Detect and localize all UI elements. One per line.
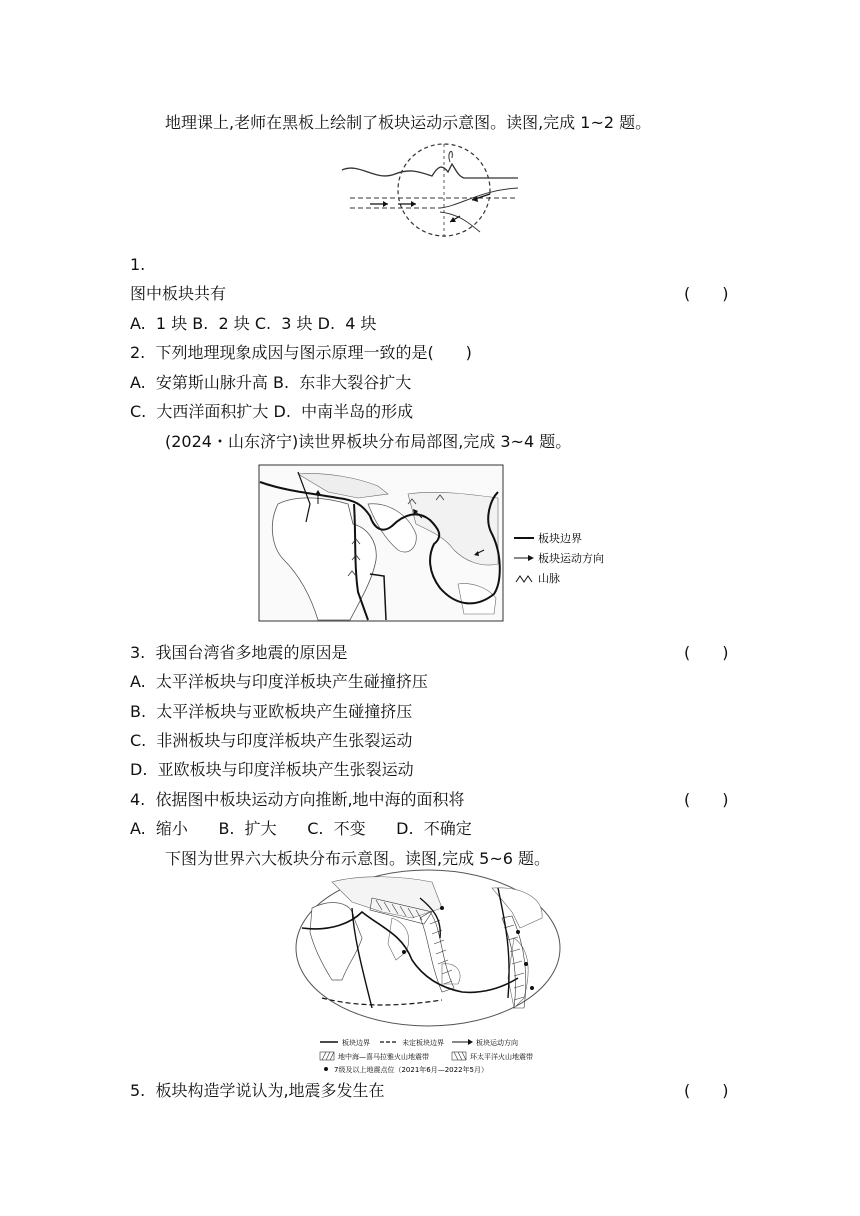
question-1-options: A. 1 块 B. 2 块 C. 3 块 D. 4 块 [130, 314, 377, 333]
question-2-text: 2. 下列地理现象成因与图示原理一致的是( ) [130, 343, 472, 362]
plate-movement-diagram [340, 142, 520, 242]
question-3-answer-blank: ( ) [684, 643, 729, 662]
question-3-option-b: B. 太平洋板块与亚欧板块产生碰撞挤压 [130, 702, 413, 721]
question-5-text: 5. 板块构造学说认为,地震多发生在 [130, 1081, 385, 1100]
map2-legend-boundary: 板块边界 [342, 1039, 370, 1047]
intro-text-2: (2024・山东济宁)读世界板块分布局部图,完成 3~4 题。 [165, 432, 572, 451]
question-2-options-cd: C. 大西洋面积扩大 D. 中南半岛的形成 [130, 402, 414, 421]
intro-text-3: 下图为世界六大板块分布示意图。读图,完成 5~6 题。 [165, 849, 551, 868]
question-3-option-d: D. 亚欧板块与印度洋板块产生张裂运动 [130, 760, 414, 779]
question-1-text: 图中板块共有 [130, 284, 227, 303]
question-3-text: 3. 我国台湾省多地震的原因是 [130, 643, 348, 662]
map1-legend-direction: 板块运动方向 [538, 552, 604, 565]
question-1-answer-blank: ( ) [684, 284, 729, 303]
question-3-option-a: A. 太平洋板块与印度洋板块产生碰撞挤压 [130, 672, 428, 691]
question-4-answer-blank: ( ) [684, 790, 729, 809]
question-4-text: 4. 依据图中板块运动方向推断,地中海的面积将 [130, 790, 465, 809]
intro-text-1: 地理课上,老师在黑板上绘制了板块运动示意图。读图,完成 1~2 题。 [165, 113, 652, 132]
map1-legend-mountain: 山脉 [538, 572, 560, 585]
question-2-options-ab: A. 安第斯山脉升高 B. 东非大裂谷扩大 [130, 373, 412, 392]
map2-legend-pacific-belt: 环太平洋火山地震带 [470, 1053, 533, 1061]
question-4-options: A. 缩小 B. 扩大 C. 不变 D. 不确定 [130, 819, 472, 838]
question-5-answer-blank: ( ) [684, 1081, 729, 1100]
question-1-number: 1. [130, 255, 146, 274]
map2-legend-undetermined: 未定板块边界 [402, 1039, 444, 1047]
map1-legend-boundary: 板块边界 [538, 532, 582, 545]
question-3-option-c: C. 非洲板块与印度洋板块产生张裂运动 [130, 731, 413, 750]
map2-legend-med-belt: 地中海—喜马拉雅火山地震带 [338, 1053, 429, 1061]
world-plates-map [292, 868, 564, 1076]
regional-plate-map [258, 464, 614, 624]
map2-legend-quake-dot: 7级及以上地震点位（2021年6月—2022年5月） [334, 1066, 488, 1074]
map2-legend-direction: 板块运动方向 [476, 1039, 518, 1047]
